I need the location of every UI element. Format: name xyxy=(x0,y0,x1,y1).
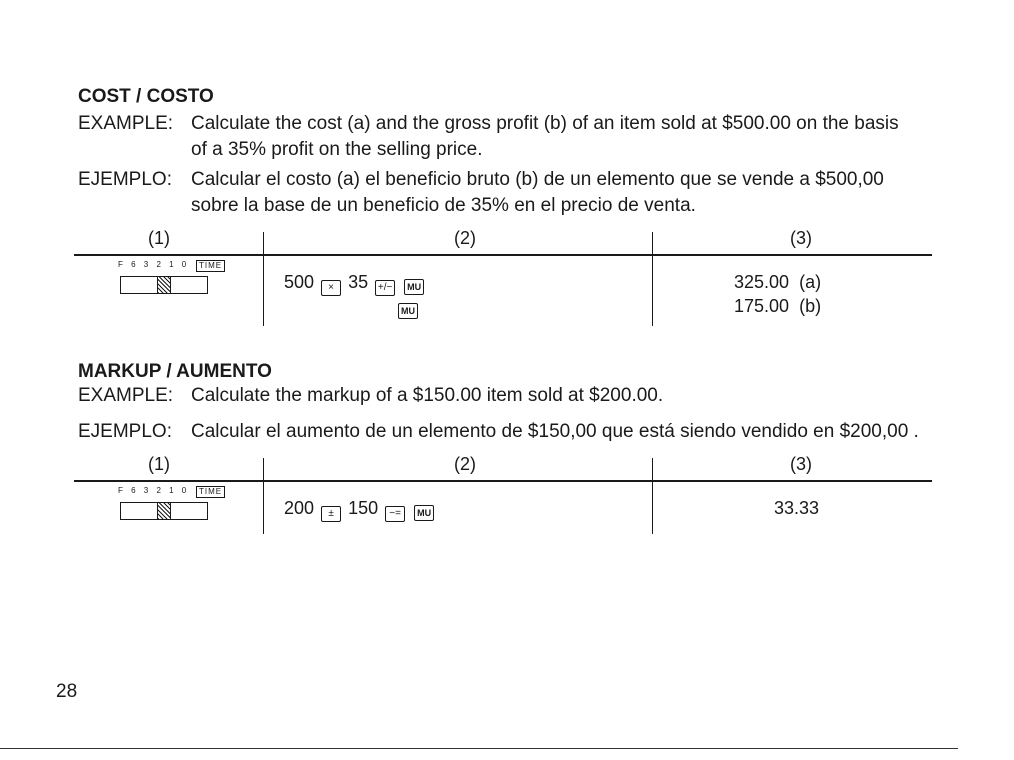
cost-table xyxy=(74,228,934,328)
result-value: 175.00 xyxy=(734,296,790,316)
selector-knob xyxy=(157,503,171,519)
markup-ejemplo-text: Calcular el aumento de un elemento de $150,00 que está siendo vendido en $200,00 . xyxy=(191,421,919,442)
cost-example-line2: of a 35% profit on the selling price. xyxy=(191,139,483,160)
mu-key-icon: MU xyxy=(414,505,434,521)
page-number: 28 xyxy=(56,681,78,702)
cost-example-line1: Calculate the cost (a) and the gross profit (b) of an item sold at $500.00 on the basis xyxy=(191,113,899,134)
cost-ejemplo-line1: Calcular el costo (a) el beneficio bruto (b) de un elemento que se vende a $500,00 xyxy=(191,169,884,190)
footer-rule xyxy=(0,748,958,749)
result-tag: (a) xyxy=(799,272,822,292)
cost-col-divider-1 xyxy=(263,232,264,326)
minus-equals-key-icon: −= xyxy=(385,506,405,522)
cost-mode-selector xyxy=(118,260,228,300)
cost-ejemplo-text xyxy=(191,167,971,219)
cost-ejemplo-line2: sobre la base de un beneficio de 35% en el precio de venta. xyxy=(191,195,696,216)
multiply-key-icon: × xyxy=(321,280,341,296)
cost-ejemplo-label: EJEMPLO: xyxy=(78,169,172,190)
cost-table-rule xyxy=(74,254,932,256)
percent-key-icon: +/− xyxy=(375,280,395,296)
mu-key-icon: MU xyxy=(398,303,418,319)
selector-marks: F 6 3 2 1 0 xyxy=(118,260,190,269)
markup-col1-header: (1) xyxy=(148,454,170,474)
time-key: TIME xyxy=(196,260,225,272)
plus-minus-key-icon: ± xyxy=(321,506,341,522)
result-value: 325.00 xyxy=(734,272,790,292)
cost-col3-header: (3) xyxy=(790,228,812,248)
cost-example-label: EXAMPLE: xyxy=(78,113,174,134)
selector-track xyxy=(120,502,208,520)
markup-table-rule xyxy=(74,480,932,482)
cost-table-header xyxy=(74,228,934,254)
cost-col1-header: (1) xyxy=(148,228,170,248)
selector-track xyxy=(120,276,208,294)
markup-col-divider-2 xyxy=(652,458,653,534)
keystroke-number: 200 xyxy=(284,498,315,518)
markup-result xyxy=(774,496,819,520)
mu-key-icon: MU xyxy=(404,279,424,295)
keystroke-number: 150 xyxy=(348,498,379,518)
cost-keystrokes-line2 xyxy=(396,294,420,319)
markup-keystrokes-line1 xyxy=(284,496,436,522)
markup-table xyxy=(74,454,934,536)
time-key: TIME xyxy=(196,486,225,498)
markup-col2-header: (2) xyxy=(454,454,476,474)
cost-heading: COST / COSTO xyxy=(78,86,214,107)
markup-ejemplo-label: EJEMPLO: xyxy=(78,421,172,442)
cost-keystrokes-line1 xyxy=(284,270,426,296)
cost-col2-header: (2) xyxy=(454,228,476,248)
markup-heading: MARKUP / AUMENTO xyxy=(78,361,272,382)
markup-mode-selector xyxy=(118,486,228,526)
cost-col-divider-2 xyxy=(652,232,653,326)
markup-example-label: EXAMPLE: xyxy=(78,385,174,406)
markup-table-header xyxy=(74,454,934,480)
selector-knob xyxy=(157,277,171,293)
cost-result-b xyxy=(734,294,821,318)
selector-marks: F 6 3 2 1 0 xyxy=(118,486,190,495)
keystroke-number: 500 xyxy=(284,272,315,292)
cost-example-text xyxy=(191,111,971,163)
markup-col-divider-1 xyxy=(263,458,264,534)
markup-example-text: Calculate the markup of a $150.00 item sold at $200.00. xyxy=(191,385,664,406)
markup-col3-header: (3) xyxy=(790,454,812,474)
keystroke-number: 35 xyxy=(348,272,369,292)
result-tag: (b) xyxy=(799,296,822,316)
cost-result-a xyxy=(734,270,821,294)
result-value: 33.33 xyxy=(774,498,820,518)
